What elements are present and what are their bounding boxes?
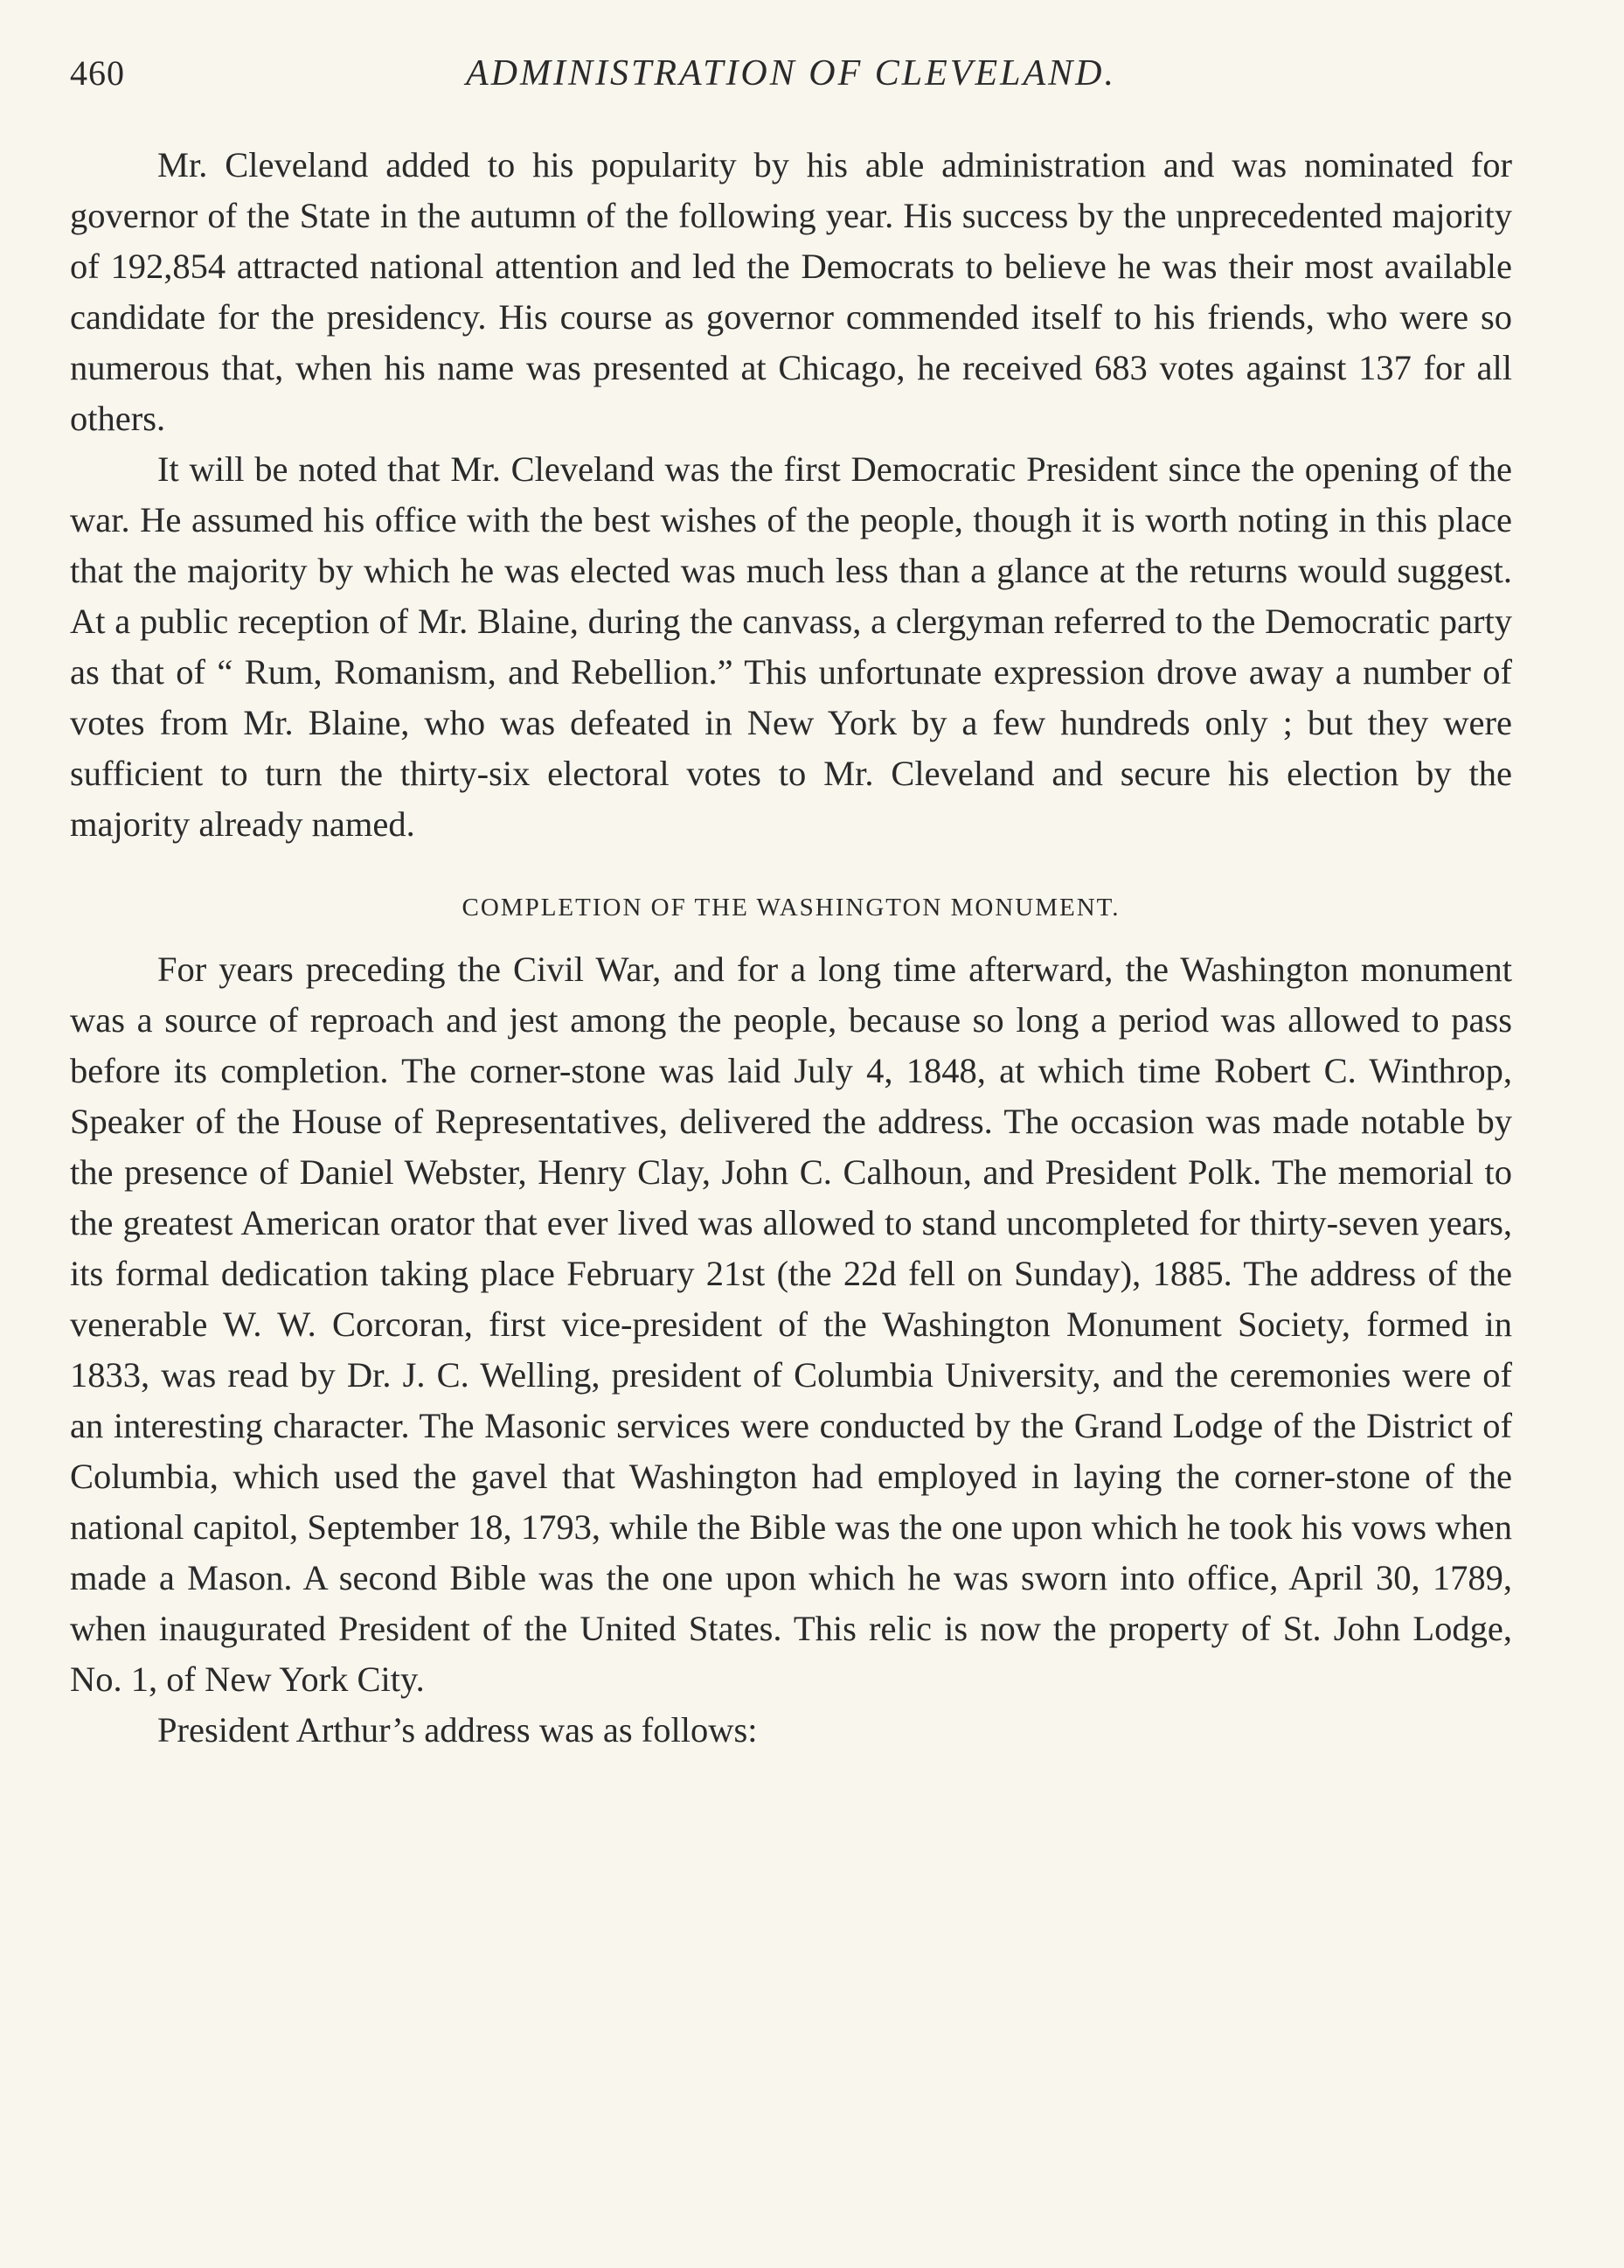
paragraph-cleveland-election: It will be noted that Mr. Cleveland was the first Democratic President since the opening of the war. He assumed his office with the best wishes of the people, though it is worth noting in this place that the majority by which he was elected was much less than a glance at the returns would suggest. At a public reception of Mr. Blaine, during the canvass, a clergyman referred to the Democratic party as that of “ Rum, Romanism, and Rebellion.” This unfortunate expression drove away a number of votes from Mr. Blaine, who was defeated in New York by a few hundreds only ; but they were sufficient to turn the thirty-six electoral votes to Mr. Cleveland and secure his election by the majority already named. [70,449,1512,844]
section-heading: COMPLETION OF THE WASHINGTON MONUMENT. [462,894,1121,922]
paragraph-cleveland-governor: Mr. Cleveland added to his popularity by his able administration and was nominated for governor of the State in the autumn of the following year. His success by the unprecedented majority of 192,854 attracted national attention and led the Democrats to believe he was their most available candidate for the presidency. His course as governor commended itself to his friends, who were so numerous that, when his name was presented at Chicago, he received 683 votes against 137 for all others. [70,145,1512,438]
page-header [70,52,1512,114]
running-title: ADMINISTRATION OF CLEVELAND. [466,53,1116,94]
page-number: 460 [70,53,125,93]
book-page [70,52,1512,1756]
paragraph-washington-monument: For years preceding the Civil War, and for a long time afterward, the Washington monument was a source of reproach and jest among the people, because so long a period was allowed to pass before its completion. The corner-stone was laid July 4, 1848, at which time Robert C. Winthrop, Speaker of the House of Representatives, delivered the address. The occasion was made notable by the presence of Daniel Webster, Henry Clay, John C. Calhoun, and President Polk. The memorial to the greatest American orator that ever lived was allowed to stand uncompleted for thirty-seven years, its formal dedication taking place February 21st (the 22d fell on Sunday), 1885. The address of the venerable W. W. Corcoran, first vice-president of the Washington Monument Society, formed in 1833, was read by Dr. J. C. Welling, president of Columbia University, and the ceremonies were of an interesting character. The Masonic services were conducted by the Grand Lodge of the District of Columbia, which used the gavel that Washington had employed in laying the corner-stone of the national capitol, September 18, 1793, while the Bible was the one upon which he took his vows when made a Mason. A second Bible was the one upon which he was sworn into office, April 30, 1789, when inaugurated President of the United States. This relic is now the property of St. John Lodge, No. 1, of New York City. [70,950,1512,1699]
paragraph-arthur-address-intro: President Arthur’s address was as follows: [157,1710,758,1750]
